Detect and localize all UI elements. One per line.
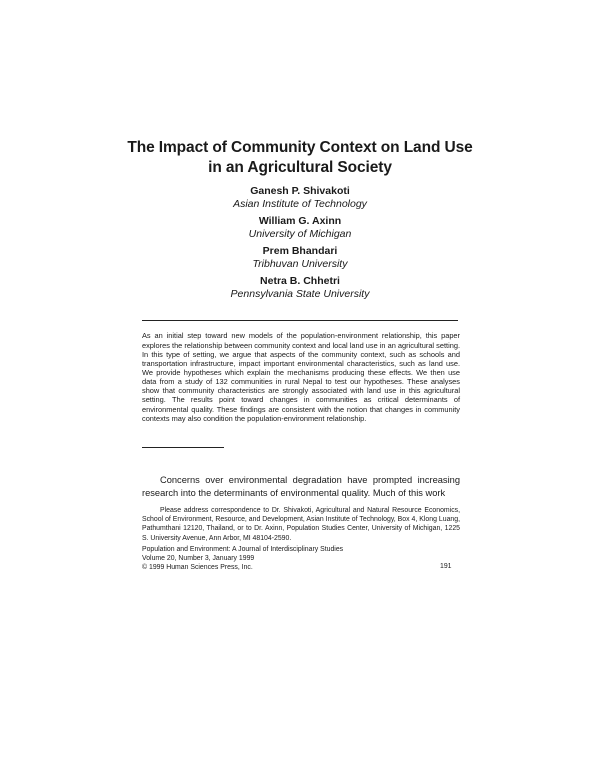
- body-paragraph: Concerns over environmental degradation have prompted increasing research into the determinants of environmental quality. Much of this work: [142, 475, 460, 499]
- author-affiliation: Pennsylvania State University: [230, 287, 370, 300]
- author-1: [150, 185, 450, 211]
- journal-copyright: © 1999 Human Sciences Press, Inc.: [142, 564, 253, 572]
- author-4: [150, 275, 450, 301]
- article-title: [100, 138, 500, 178]
- author-list: [150, 185, 450, 305]
- author-3: [150, 245, 450, 271]
- journal-name: Population and Environment: A Journal of Interdisciplinary Studies: [142, 546, 344, 553]
- author-name: Ganesh P. Shivakoti: [250, 185, 350, 197]
- correspondence-footnote: Please address correspondence to Dr. Shivakoti, Agricultural and Natural Resource Economics, School of Environment, Resource, and Development, Asian Institute of Technology, Box 4, Klong Luang, Pathumthani 12120, Thailand, or to Dr. Axinn, Population Studies Center, University of Michigan, 1225 S. University Avenue, Ann Arbor, MI 48104-2590.: [142, 506, 460, 542]
- journal-volume: Volume 20, Number 3, January 1999: [142, 555, 255, 563]
- journal-citation: [142, 545, 460, 572]
- author-affiliation: University of Michigan: [248, 228, 352, 241]
- title-line-1: The Impact of Community Context on Land Use: [127, 139, 473, 156]
- author-2: [150, 215, 450, 241]
- title-line-2: in an Agricultural Society: [208, 159, 392, 176]
- page-number: 191: [440, 563, 452, 570]
- author-name: Prem Bhandari: [262, 244, 338, 257]
- author-name: William G. Axinn: [258, 214, 342, 227]
- abstract-top-rule: [142, 320, 458, 321]
- author-name: Netra B. Chhetri: [260, 274, 340, 287]
- author-affiliation: Asian Institute of Technology: [233, 198, 367, 211]
- abstract-bottom-rule: [142, 447, 224, 448]
- abstract: As an initial step toward new models of the population-environment relationship, this paper explores the relationship between community context and local land use in an agricultural setting. In this type of setting, we argue that aspects of the community context, such as schools and transportation infrastructure, impact important environmental characteristics, such as land use. We provide hypotheses which explain the mechanisms producing these effects. We then use data from a study of 132 communities in rural Nepal to test our hypotheses. These analyses show that community characteristics are strongly associated with land use in this agricultural setting. The results point toward changes in communities as critical determinants of environmental quality. These findings are consistent with the notion that changes in community contexts may also condition the population-environment relationship.: [142, 331, 460, 423]
- author-affiliation: Tribhuvan University: [252, 258, 348, 271]
